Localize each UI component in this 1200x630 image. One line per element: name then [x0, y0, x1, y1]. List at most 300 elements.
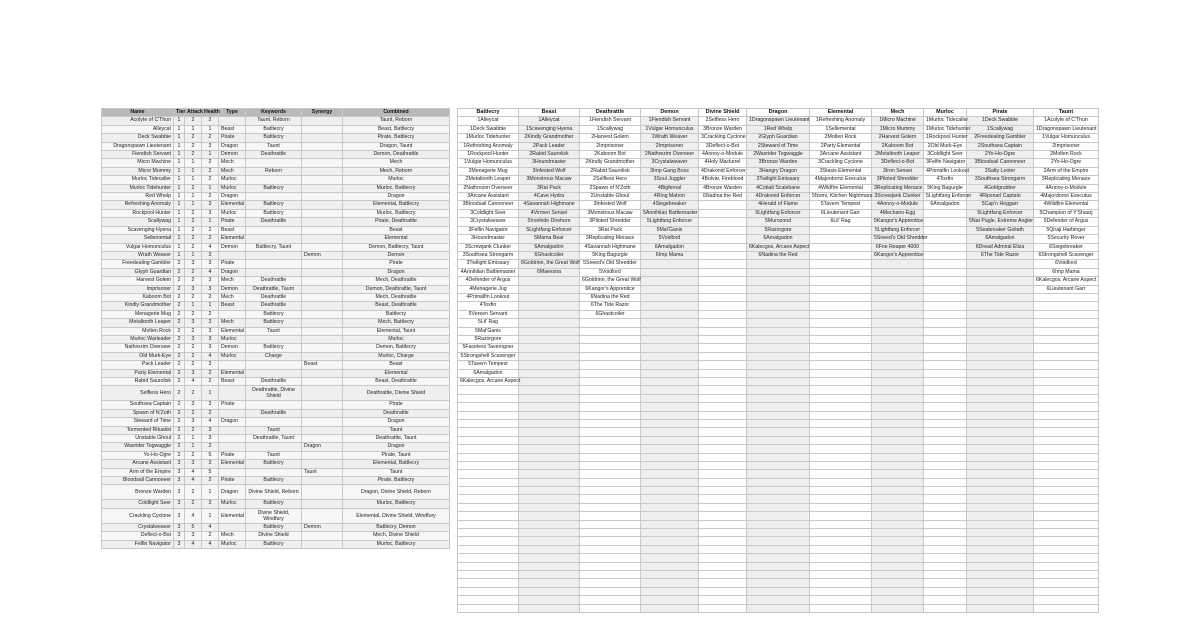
table-cell[interactable]	[810, 545, 872, 553]
table-cell[interactable]: 1	[185, 167, 202, 175]
table-cell[interactable]	[458, 470, 519, 478]
table-cell[interactable]	[458, 562, 519, 570]
keyword-column-header[interactable]: Divine Shield	[699, 109, 747, 117]
table-cell[interactable]: 3	[202, 260, 219, 268]
table-cell[interactable]	[967, 470, 1034, 478]
table-cell[interactable]	[810, 386, 872, 394]
table-cell[interactable]: 1Dragonspawn Lieutenant	[747, 117, 810, 125]
table-cell[interactable]	[580, 445, 641, 453]
table-cell[interactable]	[699, 445, 747, 453]
table-cell[interactable]	[458, 529, 519, 537]
table-cell[interactable]	[302, 142, 343, 150]
table-cell[interactable]	[641, 436, 699, 444]
table-cell[interactable]: Murloc Tidehunter	[102, 184, 174, 192]
table-cell[interactable]	[810, 562, 872, 570]
table-cell[interactable]: Murloc, Charge	[343, 352, 450, 360]
table-cell[interactable]: Demon	[219, 285, 246, 293]
table-cell[interactable]: Demon	[219, 243, 246, 251]
table-cell[interactable]	[699, 545, 747, 553]
table-cell[interactable]	[747, 260, 810, 268]
table-cell[interactable]: 4	[185, 508, 202, 523]
table-cell[interactable]	[458, 503, 519, 511]
table-cell[interactable]: 2Harvest Golem	[872, 134, 924, 142]
table-cell[interactable]	[747, 335, 810, 343]
table-cell[interactable]: Demon	[219, 151, 246, 159]
table-cell[interactable]: Pirate	[219, 218, 246, 226]
table-cell[interactable]: 5	[185, 523, 202, 531]
table-cell[interactable]	[872, 394, 924, 402]
table-cell[interactable]	[302, 268, 343, 276]
column-header[interactable]: Tier	[174, 109, 185, 117]
table-cell[interactable]	[1034, 587, 1099, 595]
table-cell[interactable]	[810, 243, 872, 251]
table-cell[interactable]	[699, 310, 747, 318]
table-cell[interactable]	[810, 604, 872, 612]
table-cell[interactable]: 5Annihilan Battlemaster	[641, 209, 699, 217]
table-cell[interactable]: Dragon	[219, 142, 246, 150]
table-cell[interactable]	[699, 243, 747, 251]
table-cell[interactable]	[810, 344, 872, 352]
table-cell[interactable]	[1034, 319, 1099, 327]
table-cell[interactable]: 5	[202, 451, 219, 459]
table-cell[interactable]: 1Rockpool Hunter	[924, 134, 967, 142]
table-cell[interactable]	[1034, 495, 1099, 503]
table-cell[interactable]: Demon	[302, 251, 343, 259]
table-cell[interactable]	[519, 344, 580, 352]
table-cell[interactable]: Demon	[219, 344, 246, 352]
table-cell[interactable]	[641, 596, 699, 604]
table-cell[interactable]: 3	[185, 335, 202, 343]
table-cell[interactable]: 2	[174, 378, 185, 386]
table-cell[interactable]: 2	[185, 344, 202, 352]
table-cell[interactable]	[519, 428, 580, 436]
table-cell[interactable]: 3	[185, 401, 202, 409]
table-cell[interactable]	[1034, 428, 1099, 436]
table-cell[interactable]	[810, 487, 872, 495]
table-cell[interactable]: Steward of Time	[102, 418, 174, 426]
table-cell[interactable]	[519, 378, 580, 386]
table-cell[interactable]: 4Siegebreaker	[641, 201, 699, 209]
table-cell[interactable]: Elemental	[343, 369, 450, 377]
table-cell[interactable]: 1	[174, 243, 185, 251]
table-cell[interactable]	[580, 361, 641, 369]
table-cell[interactable]	[924, 268, 967, 276]
table-cell[interactable]: 1	[174, 125, 185, 133]
table-cell[interactable]	[1034, 378, 1099, 386]
table-cell[interactable]	[246, 176, 302, 184]
table-cell[interactable]	[302, 125, 343, 133]
table-cell[interactable]	[872, 352, 924, 360]
column-header[interactable]: Combined	[343, 109, 450, 117]
table-cell[interactable]	[967, 554, 1034, 562]
table-cell[interactable]	[699, 285, 747, 293]
table-cell[interactable]	[302, 159, 343, 167]
table-cell[interactable]: 3Replicating Menace	[872, 184, 924, 192]
table-cell[interactable]	[872, 411, 924, 419]
table-cell[interactable]: Divine Shield	[246, 532, 302, 540]
table-cell[interactable]	[641, 293, 699, 301]
table-cell[interactable]	[458, 436, 519, 444]
table-cell[interactable]	[641, 260, 699, 268]
table-cell[interactable]: 4Annoy-o-Module	[1034, 184, 1099, 192]
table-cell[interactable]	[699, 529, 747, 537]
table-cell[interactable]: 1	[202, 218, 219, 226]
table-cell[interactable]	[580, 369, 641, 377]
table-cell[interactable]: 3	[202, 435, 219, 443]
table-cell[interactable]	[924, 386, 967, 394]
table-cell[interactable]	[580, 520, 641, 528]
table-cell[interactable]	[924, 562, 967, 570]
table-cell[interactable]	[967, 419, 1034, 427]
table-cell[interactable]: 6Lieutenant Garr	[1034, 285, 1099, 293]
table-cell[interactable]: 2	[202, 167, 219, 175]
table-cell[interactable]: 3	[202, 335, 219, 343]
table-cell[interactable]: 1	[174, 142, 185, 150]
table-cell[interactable]	[747, 411, 810, 419]
table-cell[interactable]: 4Annoy-o-Module	[872, 201, 924, 209]
table-cell[interactable]: Deathrattle	[246, 302, 302, 310]
table-cell[interactable]: 6Imp Mama	[641, 251, 699, 259]
table-cell[interactable]: 5Lightfang Enforcer	[519, 226, 580, 234]
table-cell[interactable]	[641, 571, 699, 579]
table-cell[interactable]	[924, 579, 967, 587]
table-cell[interactable]: 2	[202, 532, 219, 540]
table-cell[interactable]: 5Mal'Ganis	[641, 226, 699, 234]
table-cell[interactable]: 5King Bagurgle	[580, 251, 641, 259]
table-cell[interactable]: 5Security Rover	[1034, 235, 1099, 243]
table-cell[interactable]: 1	[174, 159, 185, 167]
table-cell[interactable]	[872, 587, 924, 595]
table-cell[interactable]: 1	[202, 125, 219, 133]
table-cell[interactable]	[519, 571, 580, 579]
table-cell[interactable]	[519, 361, 580, 369]
table-cell[interactable]	[519, 604, 580, 612]
table-cell[interactable]	[1034, 520, 1099, 528]
table-cell[interactable]	[967, 487, 1034, 495]
table-cell[interactable]: Sellemental	[102, 235, 174, 243]
column-header[interactable]: Type	[219, 109, 246, 117]
table-cell[interactable]: Selfless Hero	[102, 386, 174, 401]
table-cell[interactable]: Bronze Warden	[102, 485, 174, 500]
table-cell[interactable]: 1	[185, 193, 202, 201]
table-cell[interactable]	[747, 394, 810, 402]
table-cell[interactable]: 3Crackling Cyclone	[810, 159, 872, 167]
table-cell[interactable]: 1Scallywag	[580, 125, 641, 133]
table-cell[interactable]	[580, 495, 641, 503]
table-cell[interactable]: Deathrattle, Taunt	[246, 435, 302, 443]
table-cell[interactable]: 5Tavern Tempest	[458, 361, 519, 369]
table-cell[interactable]: 5Sneed's Old Shredder	[580, 260, 641, 268]
table-cell[interactable]	[967, 335, 1034, 343]
table-cell[interactable]	[458, 537, 519, 545]
table-cell[interactable]: Demon, Deathrattle	[343, 151, 450, 159]
table-cell[interactable]	[302, 176, 343, 184]
table-cell[interactable]	[580, 503, 641, 511]
table-cell[interactable]	[810, 251, 872, 259]
table-cell[interactable]	[924, 302, 967, 310]
table-cell[interactable]	[747, 403, 810, 411]
table-cell[interactable]	[747, 545, 810, 553]
table-cell[interactable]	[699, 361, 747, 369]
table-cell[interactable]	[747, 436, 810, 444]
table-cell[interactable]	[967, 411, 1034, 419]
table-cell[interactable]: Taunt	[343, 468, 450, 476]
table-cell[interactable]: Micro Mummy	[102, 167, 174, 175]
table-cell[interactable]	[699, 495, 747, 503]
table-cell[interactable]: 1	[202, 485, 219, 500]
table-cell[interactable]: 2	[185, 310, 202, 318]
table-cell[interactable]	[967, 310, 1034, 318]
table-cell[interactable]: 3	[202, 327, 219, 335]
table-cell[interactable]: 1	[202, 302, 219, 310]
table-cell[interactable]: 5Vereen Servant	[458, 310, 519, 318]
table-cell[interactable]: Battlecry, Taunt	[246, 243, 302, 251]
table-cell[interactable]	[302, 209, 343, 217]
table-cell[interactable]: Beast	[343, 226, 450, 234]
table-cell[interactable]: Elemental	[219, 327, 246, 335]
table-cell[interactable]	[872, 361, 924, 369]
table-cell[interactable]: Demon	[343, 251, 450, 259]
table-cell[interactable]: Taunt	[246, 327, 302, 335]
table-cell[interactable]	[219, 117, 246, 125]
keyword-column-header[interactable]: Taunt	[1034, 109, 1099, 117]
table-cell[interactable]: 2	[202, 117, 219, 125]
table-cell[interactable]: 6Amalgadon	[458, 369, 519, 377]
table-cell[interactable]: 2	[174, 344, 185, 352]
keyword-column-header[interactable]: Deathrattle	[580, 109, 641, 117]
table-cell[interactable]: 4Ripsnarl Captain	[967, 193, 1034, 201]
table-cell[interactable]: 4	[202, 540, 219, 548]
table-cell[interactable]: 6Maexxna	[519, 268, 580, 276]
table-cell[interactable]: 3Screwjank Clunker	[458, 243, 519, 251]
table-cell[interactable]	[580, 428, 641, 436]
table-cell[interactable]: 1	[174, 134, 185, 142]
table-cell[interactable]	[924, 487, 967, 495]
table-cell[interactable]: 1	[202, 184, 219, 192]
table-cell[interactable]: Glyph Guardian	[102, 268, 174, 276]
table-cell[interactable]: 3	[174, 540, 185, 548]
table-cell[interactable]	[246, 251, 302, 259]
table-cell[interactable]	[747, 571, 810, 579]
table-cell[interactable]	[967, 545, 1034, 553]
table-cell[interactable]: 6Dread Admiral Eliza	[967, 243, 1034, 251]
table-cell[interactable]	[458, 461, 519, 469]
table-cell[interactable]: 1	[174, 167, 185, 175]
table-cell[interactable]	[747, 453, 810, 461]
table-cell[interactable]: Mech	[343, 159, 450, 167]
table-cell[interactable]: 3	[185, 369, 202, 377]
table-cell[interactable]	[302, 134, 343, 142]
table-cell[interactable]	[872, 378, 924, 386]
table-cell[interactable]: 6Kalecgos, Arcane Aspect	[458, 378, 519, 386]
table-cell[interactable]: Elemental	[219, 460, 246, 468]
table-cell[interactable]	[872, 487, 924, 495]
table-cell[interactable]: Elemental, Battlecry	[343, 201, 450, 209]
table-cell[interactable]	[699, 554, 747, 562]
table-cell[interactable]	[699, 411, 747, 419]
table-cell[interactable]: 2	[174, 361, 185, 369]
table-cell[interactable]	[810, 512, 872, 520]
table-cell[interactable]	[810, 554, 872, 562]
table-cell[interactable]: 6Foe Reaper 4000	[872, 243, 924, 251]
table-cell[interactable]	[458, 428, 519, 436]
table-cell[interactable]: Deathrattle	[246, 277, 302, 285]
column-header[interactable]: Keywords	[246, 109, 302, 117]
table-cell[interactable]	[580, 419, 641, 427]
table-cell[interactable]: 3Deflect-o-Bot	[699, 142, 747, 150]
table-cell[interactable]	[810, 293, 872, 301]
table-cell[interactable]	[519, 411, 580, 419]
table-cell[interactable]	[924, 537, 967, 545]
table-cell[interactable]: 3Replicating Menace	[580, 235, 641, 243]
table-cell[interactable]	[924, 604, 967, 612]
table-cell[interactable]	[747, 419, 810, 427]
table-cell[interactable]: Crackling Cyclone	[102, 508, 174, 523]
table-cell[interactable]	[699, 293, 747, 301]
table-cell[interactable]	[699, 436, 747, 444]
table-cell[interactable]: 2Old Murk-Eye	[924, 142, 967, 150]
table-cell[interactable]	[1034, 335, 1099, 343]
table-cell[interactable]	[747, 529, 810, 537]
table-cell[interactable]	[810, 285, 872, 293]
table-cell[interactable]	[967, 268, 1034, 276]
table-cell[interactable]: 6Amalgadon	[747, 235, 810, 243]
table-cell[interactable]: 3	[202, 251, 219, 259]
table-cell[interactable]: Crystalweaver	[102, 523, 174, 531]
table-cell[interactable]	[924, 319, 967, 327]
table-cell[interactable]: 1	[185, 125, 202, 133]
table-cell[interactable]	[872, 495, 924, 503]
table-cell[interactable]	[580, 436, 641, 444]
keyword-column-header[interactable]: Dragon	[747, 109, 810, 117]
table-cell[interactable]	[967, 403, 1034, 411]
table-cell[interactable]	[924, 520, 967, 528]
table-cell[interactable]	[641, 302, 699, 310]
table-cell[interactable]	[872, 386, 924, 394]
table-cell[interactable]: 3Arcane Assistant	[810, 151, 872, 159]
table-cell[interactable]: Battlecry	[246, 523, 302, 531]
table-cell[interactable]	[1034, 310, 1099, 318]
table-cell[interactable]	[967, 587, 1034, 595]
table-cell[interactable]: 6Amalgadon	[967, 235, 1034, 243]
table-cell[interactable]: Arm of the Empire	[102, 468, 174, 476]
table-cell[interactable]	[580, 571, 641, 579]
table-cell[interactable]	[924, 394, 967, 402]
table-cell[interactable]	[519, 520, 580, 528]
table-cell[interactable]	[302, 319, 343, 327]
table-cell[interactable]	[872, 596, 924, 604]
table-cell[interactable]	[747, 587, 810, 595]
table-cell[interactable]: 4Bolvar, Fireblood	[699, 176, 747, 184]
table-cell[interactable]: Battlecry	[246, 477, 302, 485]
table-cell[interactable]: 3Iron Sensei	[872, 167, 924, 175]
table-cell[interactable]	[747, 537, 810, 545]
table-cell[interactable]	[924, 587, 967, 595]
table-cell[interactable]: 2	[202, 134, 219, 142]
table-cell[interactable]	[872, 537, 924, 545]
table-cell[interactable]	[1034, 352, 1099, 360]
table-cell[interactable]	[699, 604, 747, 612]
table-cell[interactable]: 1Vulgar Homunculus	[458, 159, 519, 167]
table-cell[interactable]	[924, 445, 967, 453]
table-cell[interactable]	[967, 512, 1034, 520]
table-cell[interactable]	[641, 319, 699, 327]
table-cell[interactable]	[302, 260, 343, 268]
table-cell[interactable]	[747, 520, 810, 528]
table-cell[interactable]: 2	[174, 369, 185, 377]
table-cell[interactable]: 3	[202, 344, 219, 352]
table-cell[interactable]: 4Savannah Highmane	[519, 201, 580, 209]
table-cell[interactable]	[519, 453, 580, 461]
table-cell[interactable]: 2Spawn of N'Zoth	[580, 184, 641, 192]
table-cell[interactable]	[580, 319, 641, 327]
table-cell[interactable]: 2	[174, 277, 185, 285]
table-cell[interactable]: 3	[202, 319, 219, 327]
table-cell[interactable]	[747, 495, 810, 503]
table-cell[interactable]: 3	[202, 285, 219, 293]
table-cell[interactable]: Deck Swabbie	[102, 134, 174, 142]
table-cell[interactable]: Elemental	[219, 369, 246, 377]
table-cell[interactable]: 2	[185, 485, 202, 500]
table-cell[interactable]	[458, 419, 519, 427]
table-cell[interactable]	[302, 235, 343, 243]
table-cell[interactable]	[519, 436, 580, 444]
table-cell[interactable]: Murloc	[219, 540, 246, 548]
table-cell[interactable]: 6Ghastcoiler	[580, 310, 641, 318]
table-cell[interactable]: 3	[202, 277, 219, 285]
table-cell[interactable]: Menagerie Mug	[102, 310, 174, 318]
table-cell[interactable]	[458, 386, 519, 394]
table-cell[interactable]: 2	[185, 218, 202, 226]
table-cell[interactable]	[519, 596, 580, 604]
table-cell[interactable]: 4Defender of Argus	[458, 277, 519, 285]
table-cell[interactable]: 2Party Elemental	[810, 142, 872, 150]
table-cell[interactable]	[641, 487, 699, 495]
table-cell[interactable]	[302, 477, 343, 485]
table-cell[interactable]: 2	[185, 409, 202, 417]
table-cell[interactable]	[219, 409, 246, 417]
table-cell[interactable]	[747, 327, 810, 335]
table-cell[interactable]	[580, 461, 641, 469]
table-cell[interactable]: 6Siegebreaker	[1034, 243, 1099, 251]
table-cell[interactable]	[519, 587, 580, 595]
table-cell[interactable]: 4Majordomo Executus	[1034, 193, 1099, 201]
table-cell[interactable]	[810, 394, 872, 402]
table-cell[interactable]: 4Cobalt Scalebane	[747, 184, 810, 192]
table-cell[interactable]: Dragon	[219, 268, 246, 276]
table-cell[interactable]	[699, 403, 747, 411]
table-cell[interactable]	[458, 554, 519, 562]
table-cell[interactable]	[924, 503, 967, 511]
table-cell[interactable]	[641, 503, 699, 511]
table-cell[interactable]: Demon, Battlecry, Taunt	[343, 243, 450, 251]
table-cell[interactable]	[967, 260, 1034, 268]
table-cell[interactable]: 3Crackling Cyclone	[699, 134, 747, 142]
table-cell[interactable]	[810, 470, 872, 478]
table-cell[interactable]	[747, 378, 810, 386]
table-cell[interactable]: 4Cave Hydra	[519, 193, 580, 201]
table-cell[interactable]	[747, 268, 810, 276]
table-cell[interactable]: 3	[174, 508, 185, 523]
table-cell[interactable]: 5Mama Bear	[519, 235, 580, 243]
table-cell[interactable]	[302, 352, 343, 360]
table-cell[interactable]	[872, 310, 924, 318]
table-cell[interactable]	[1034, 436, 1099, 444]
table-cell[interactable]: 3Coldlight Seer	[458, 209, 519, 217]
table-cell[interactable]: 3Rat Pack	[519, 184, 580, 192]
table-cell[interactable]	[458, 445, 519, 453]
table-cell[interactable]	[967, 436, 1034, 444]
